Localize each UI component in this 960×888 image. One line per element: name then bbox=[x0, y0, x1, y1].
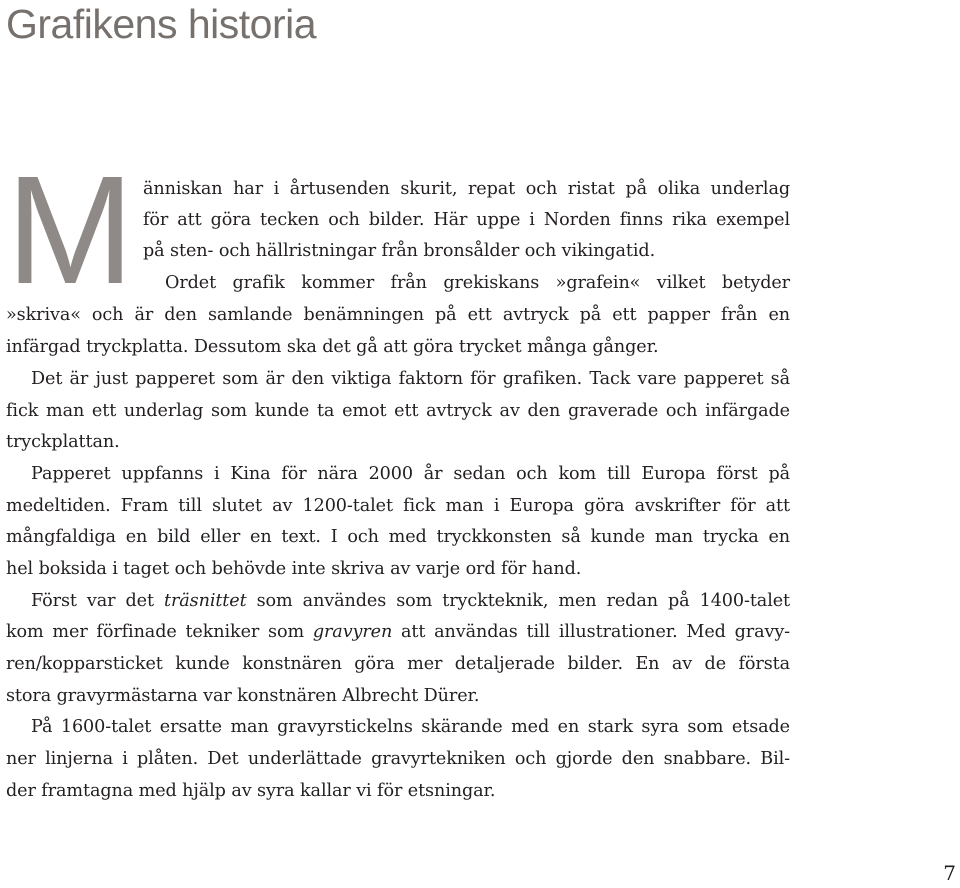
text-line: infärgad tryckplatta. Dessutom ska det gå att göra trycket många gånger. bbox=[6, 337, 659, 357]
text-segment: som användes som tryckteknik, men redan på 1400-talet bbox=[246, 591, 791, 611]
text-line: ner linjerna i plåten. Det underlättade gravyrtekniken och gjorde den snabbare. Bil- bbox=[6, 749, 790, 769]
emphasis-term: gravyren bbox=[312, 622, 393, 642]
text-line: på sten- och hällristningar från bronsålder och vikingatid. bbox=[143, 241, 656, 261]
text-segment: att användas till illustrationer. Med gravy- bbox=[392, 622, 790, 642]
text-line: stora gravyrmästarna var konstnären Albrecht Dürer. bbox=[6, 686, 480, 706]
text-line: hel boksida i taget och behövde inte skriva av varje ord för hand. bbox=[6, 559, 582, 579]
text-line: medeltiden. Fram till slutet av 1200-talet fick man i Europa göra avskrifter för att bbox=[6, 496, 790, 516]
text-line: änniskan har i årtusenden skurit, repat och ristat på olika underlag bbox=[143, 179, 790, 199]
text-line: fick man ett underlag som kunde ta emot ett avtryck av den graverade och infärgade bbox=[6, 401, 790, 421]
text-line bbox=[31, 590, 790, 612]
text-line: Det är just papperet som är den viktiga faktorn för grafiken. Tack vare papperet så bbox=[31, 369, 790, 389]
emphasis-term: träsnittet bbox=[163, 591, 247, 611]
drop-cap: M bbox=[6, 144, 129, 316]
text-segment: Först var det bbox=[31, 591, 164, 611]
text-segment: kom mer förfinade tekniker som bbox=[6, 622, 313, 642]
text-line: På 1600-talet ersatte man gravyrstickelns skärande med en stark syra som etsade bbox=[31, 717, 790, 737]
text-line: »skriva« och är den samlande benämningen på ett avtryck på ett papper från en bbox=[6, 305, 790, 325]
page-title: Grafikens historia bbox=[6, 1, 317, 47]
text-line bbox=[6, 621, 790, 643]
page-number: 7 bbox=[943, 861, 956, 885]
text-line: Ordet grafik kommer från grekiskans »grafein« vilket betyder bbox=[165, 273, 790, 293]
text-line: Papperet uppfanns i Kina för nära 2000 år sedan och kom till Europa först på bbox=[31, 464, 790, 484]
text-line: der framtagna med hjälp av syra kallar vi för etsningar. bbox=[6, 781, 496, 801]
text-line: tryckplattan. bbox=[6, 432, 120, 452]
text-line: ren/kopparsticket kunde konstnären göra mer detaljerade bilder. En av de första bbox=[6, 654, 790, 674]
text-line: för att göra tecken och bilder. Här uppe i Norden finns rika exempel bbox=[143, 210, 790, 230]
text-line: mångfaldiga en bild eller en text. I och med tryckkonsten så kunde man trycka en bbox=[6, 527, 790, 547]
